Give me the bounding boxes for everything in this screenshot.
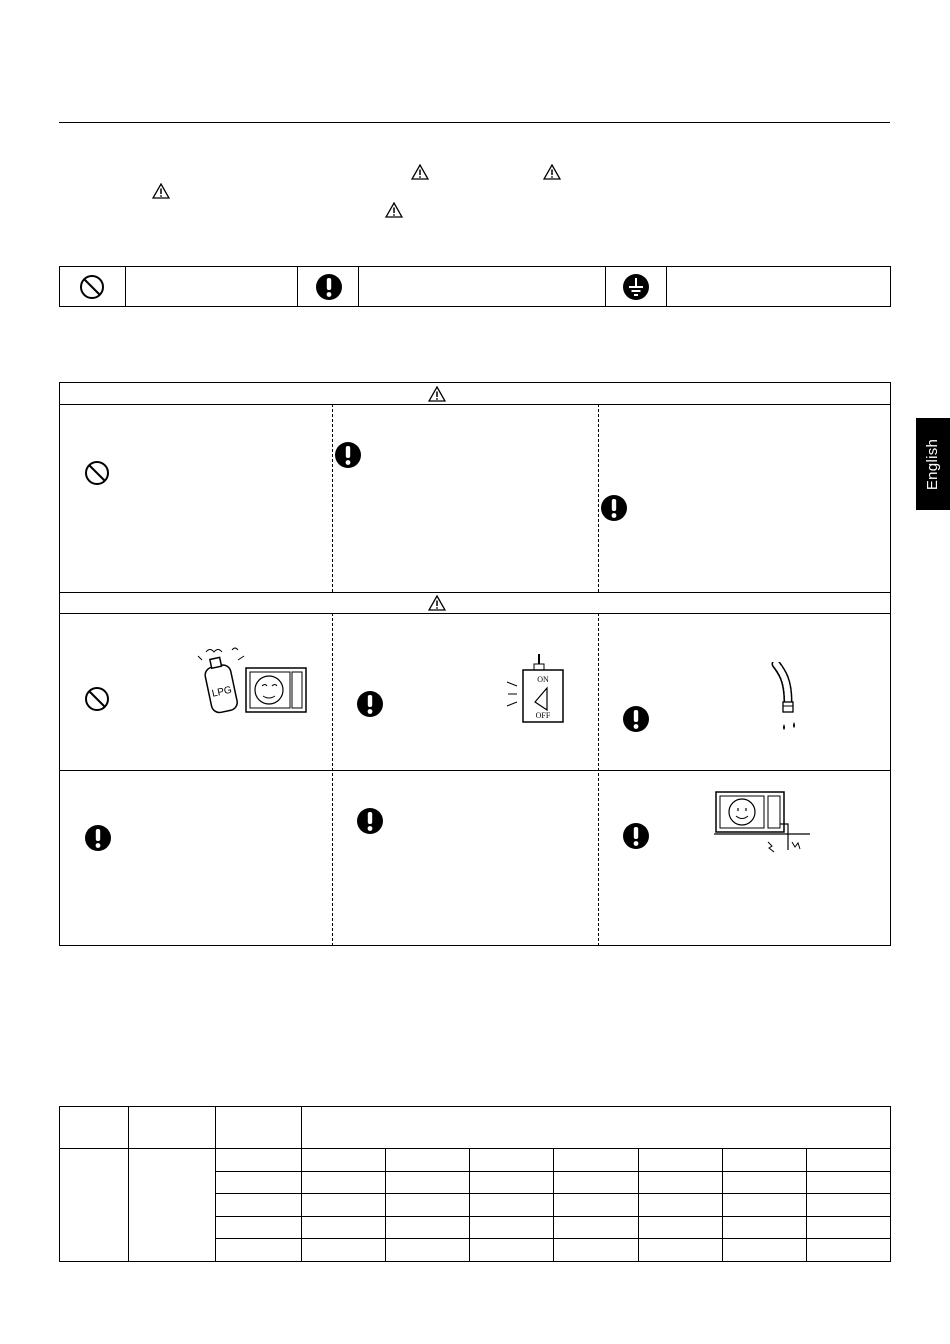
symbol-legend <box>59 266 891 307</box>
drain-hose-illustration <box>770 662 806 736</box>
prohibited-icon <box>79 274 105 300</box>
warning-triangle-icon <box>152 183 170 199</box>
table-header-line <box>59 1148 891 1149</box>
language-tab-label: English <box>924 438 942 490</box>
legend-divider <box>358 266 359 307</box>
table-col-line <box>553 1148 554 1262</box>
column-divider <box>332 613 333 946</box>
prohibited-icon <box>84 460 110 486</box>
safety-table <box>59 382 891 946</box>
warning-triangle-icon <box>428 595 446 611</box>
earth-ground-icon <box>622 273 650 301</box>
switch-off-label: OFF <box>535 711 551 720</box>
table-row-line <box>59 592 891 593</box>
table-col-line <box>469 1148 470 1262</box>
warning-triangle-icon <box>543 164 561 180</box>
table-col-line <box>722 1148 723 1262</box>
exclamation-mandatory-icon <box>356 807 384 835</box>
exclamation-mandatory-icon <box>600 494 628 522</box>
table-row-line <box>59 770 891 771</box>
switch-on-label: ON <box>537 675 549 684</box>
table-col-line <box>385 1148 386 1262</box>
header-rule <box>59 122 890 123</box>
warning-triangle-icon <box>428 386 446 402</box>
exclamation-mandatory-icon <box>334 441 362 469</box>
column-divider <box>598 404 599 592</box>
table-row-line <box>59 613 891 614</box>
exclamation-mandatory-icon <box>315 273 343 301</box>
table-col-line <box>806 1148 807 1262</box>
earthing-illustration <box>712 790 812 858</box>
exclamation-mandatory-icon <box>356 690 384 718</box>
column-divider <box>332 404 333 592</box>
table-row-line <box>59 404 891 405</box>
legend-divider <box>297 266 298 307</box>
warning-triangle-icon <box>385 202 403 218</box>
power-switch-illustration <box>505 652 565 724</box>
legend-divider <box>666 266 667 307</box>
language-tab[interactable] <box>916 418 950 510</box>
exclamation-mandatory-icon <box>622 822 650 850</box>
lpg-gas-leak-illustration <box>192 646 310 718</box>
prohibited-icon <box>84 686 110 712</box>
warning-triangle-icon <box>411 164 429 180</box>
table-col-line <box>638 1148 639 1262</box>
exclamation-mandatory-icon <box>622 705 650 733</box>
column-divider <box>598 613 599 946</box>
exclamation-mandatory-icon <box>84 824 112 852</box>
table-col-line <box>128 1106 129 1262</box>
legend-divider <box>125 266 126 307</box>
lpg-label: LPG <box>210 684 233 700</box>
legend-divider <box>605 266 606 307</box>
